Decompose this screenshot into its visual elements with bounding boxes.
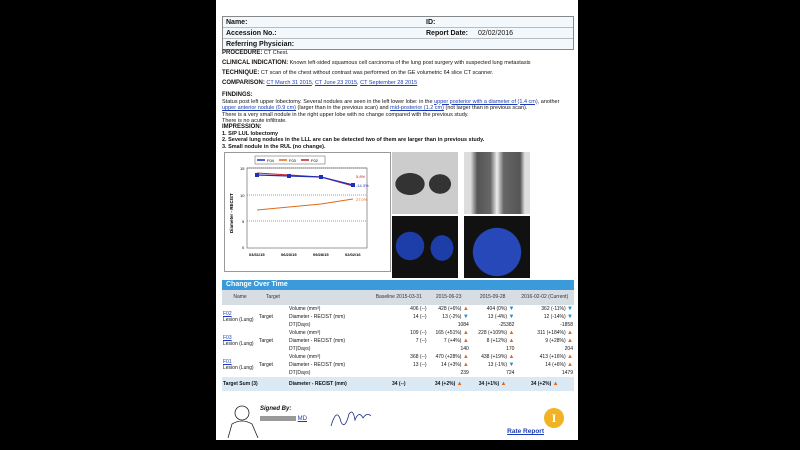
- svg-text:06/23/15: 06/23/15: [281, 252, 297, 257]
- svg-text:0: 0: [242, 245, 245, 250]
- metric-label: DT(Days): [289, 322, 311, 328]
- comparison-link-2[interactable]: CT June 23 2015: [314, 80, 358, 86]
- comparison-link-3[interactable]: CT September 28 2015: [360, 80, 418, 86]
- report-page: [216, 0, 578, 440]
- report-date: 02/02/2016: [478, 29, 514, 37]
- up-arrow-icon: ▲: [567, 362, 573, 368]
- ct-axial-image[interactable]: [392, 152, 458, 214]
- metric-value: 8 (+12%): [486, 338, 508, 344]
- svg-text:F04: F04: [267, 158, 274, 163]
- lesion-link[interactable]: F03: [223, 335, 232, 341]
- up-arrow-icon: ▲: [508, 330, 515, 336]
- technique: [222, 70, 574, 77]
- table-row: [222, 305, 574, 313]
- metric-value: 13 (-1%): [487, 362, 508, 368]
- finding-link-mid-posterior[interactable]: mid-posterior (1.2 cm): [390, 105, 444, 111]
- rate-report-link[interactable]: Rate Report: [507, 428, 544, 435]
- col-2015-09-28: 2015-09-28: [470, 290, 516, 305]
- ct-coronal-segmented-image[interactable]: [464, 216, 530, 278]
- lesion-target: Target: [259, 362, 273, 368]
- impression-item: 3. Small nodule in the RUL (no change).: [222, 143, 326, 150]
- svg-text:02/02/16: 02/02/16: [345, 252, 361, 257]
- table-row: [222, 329, 574, 337]
- metric-value: 204: [564, 346, 573, 352]
- findings-text: (larger than in the previous scan) and: [295, 105, 391, 111]
- procedure-text: CT Chest.: [263, 50, 289, 56]
- lesion-type: Lesion (Lung): [223, 341, 254, 347]
- metric-label: Volume (mm³): [289, 306, 321, 312]
- procedure-label: PROCEDURE:: [222, 50, 263, 56]
- metric-value: 368 (--): [410, 354, 427, 360]
- metric-value: 228 (+109%): [478, 330, 508, 336]
- comparison: COMPARISON: CT March 31 2015, CT June 23 2015, CT September 28 2015: [222, 80, 418, 86]
- finding-link-upper-posterior[interactable]: upper posterior with a diameter of (1.4 cm): [434, 98, 538, 105]
- findings-line-2: There is a very small nodule in the right upper lobe with no change compared with the previous study.: [222, 111, 469, 118]
- referring-label: Referring Physician:: [226, 40, 295, 48]
- report-date-label: Report Date:: [426, 29, 469, 37]
- lesion-target: Target: [259, 338, 273, 344]
- up-arrow-icon: ▲: [508, 354, 515, 360]
- diameter-chart: [224, 152, 391, 272]
- metric-value: 470 (+28%): [435, 354, 462, 360]
- down-arrow-icon: ▼: [462, 314, 469, 320]
- metric-value: 438 (+19%): [481, 354, 508, 360]
- ct-scan-images: [392, 152, 534, 278]
- lesion-type: Lesion (Lung): [223, 365, 254, 371]
- findings-line-3: There is no acute infiltrate.: [222, 118, 287, 124]
- indication-label: CLINICAL INDICATION:: [222, 60, 289, 66]
- col-name: Name: [222, 290, 258, 305]
- up-arrow-icon: ▲: [456, 381, 463, 387]
- up-arrow-icon: ▲: [508, 338, 515, 344]
- metric-label: Volume (mm³): [289, 354, 321, 360]
- ct-coronal-image[interactable]: [464, 152, 530, 214]
- metric-value: 14 (+3%): [441, 362, 462, 368]
- metric-value: 13 (-4%): [487, 314, 508, 320]
- lesion-target: Target: [259, 314, 273, 320]
- metric-label: DT(Days): [289, 370, 311, 376]
- physician-link[interactable]: MD: [297, 416, 308, 423]
- up-arrow-icon: ▲: [462, 362, 469, 368]
- down-arrow-icon: ▼: [508, 362, 515, 368]
- down-arrow-icon: ▼: [567, 314, 573, 320]
- procedure: [222, 50, 574, 57]
- col-metric: [288, 290, 370, 305]
- metric-label: Volume (mm³): [289, 330, 321, 336]
- findings-text: (not larger than in previous scan).: [443, 105, 528, 111]
- doctor-sketch-icon: [224, 404, 264, 438]
- svg-text:5.8%: 5.8%: [356, 174, 366, 179]
- finding-link-upper-anterior[interactable]: upper anterior nodule (0.9 cm): [222, 105, 296, 111]
- down-arrow-icon: ▼: [567, 306, 573, 312]
- impression: [222, 124, 574, 150]
- svg-text:F02: F02: [311, 158, 318, 163]
- up-arrow-icon: ▲: [462, 338, 469, 344]
- down-arrow-icon: ▼: [508, 314, 515, 320]
- sum-label: Target Sum (3): [222, 377, 288, 391]
- up-arrow-icon: ▲: [500, 381, 507, 387]
- metric-value: 428 (+6%): [438, 306, 462, 312]
- metric-value: 311 (+184%): [537, 330, 566, 336]
- table-title: Change Over Time: [222, 280, 574, 290]
- info-badge[interactable]: I: [544, 408, 564, 428]
- metric-value: 170: [506, 346, 515, 352]
- name-label: Name:: [226, 18, 248, 26]
- col-baseline: Baseline 2015-03-31: [370, 290, 428, 305]
- metric-label: Diameter - RECIST (mm): [289, 362, 346, 368]
- svg-text:09/28/15: 09/28/15: [313, 252, 329, 257]
- metric-value: 12 (-14%): [543, 314, 566, 320]
- metric-value: 724: [506, 370, 515, 376]
- sum-metric: Diameter - RECIST (mm): [288, 377, 370, 391]
- svg-text:5: 5: [242, 219, 245, 224]
- metric-value: 140: [460, 346, 469, 352]
- findings-text: Status post left upper lobectomy. Several nodules are seen in the left lower lobe: in the: [222, 98, 435, 105]
- metric-value: 13 (-2%): [442, 314, 462, 320]
- metric-label: DT(Days): [289, 346, 311, 352]
- metric-value: 165 (+51%): [435, 330, 462, 336]
- table-row: [222, 353, 574, 361]
- metric-value: 1479: [561, 370, 573, 376]
- svg-text:F03: F03: [289, 158, 296, 163]
- signature-area: [222, 404, 574, 440]
- sum-value: 34 (+2%): [434, 381, 456, 387]
- up-arrow-icon: ▲: [462, 306, 469, 312]
- sum-value: 34 (+1%): [478, 381, 500, 387]
- metric-value: 413 (+16%): [539, 354, 566, 360]
- metric-value: 406 (--): [410, 306, 427, 312]
- up-arrow-icon: ▲: [567, 338, 573, 344]
- metric-value: 14 (--): [412, 314, 427, 320]
- lesion-link[interactable]: F02: [223, 311, 232, 317]
- up-arrow-icon: ▲: [567, 330, 573, 336]
- svg-text:Diameter - RECIST: Diameter - RECIST: [229, 193, 234, 233]
- metric-value: 404 (0%): [486, 306, 508, 312]
- comparison-label: COMPARISON:: [222, 80, 265, 86]
- indication-text: Known left-sided squamous cell carcinoma of the lung post surgery with suspected lung metastasis: [289, 60, 531, 66]
- signed-by-label: Signed By:: [260, 406, 292, 412]
- sum-value: 34 (+2%): [530, 381, 552, 387]
- indication: [222, 60, 574, 67]
- findings-text: , another: [537, 98, 560, 105]
- lesion-link[interactable]: F01: [223, 359, 232, 365]
- technique-text: CT scan of the chest without contrast was performed on the GE volumetric 64 slice CT scanner.: [260, 70, 494, 76]
- svg-text:-14.3%: -14.3%: [356, 183, 369, 188]
- svg-text:27.0%: 27.0%: [356, 197, 368, 202]
- redacted-name: [260, 416, 296, 421]
- up-arrow-icon: ▲: [552, 381, 559, 387]
- up-arrow-icon: ▲: [567, 354, 573, 360]
- svg-text:15: 15: [240, 166, 245, 171]
- impression-item: 2. Several lung nodules in the LLL are can be detected two of them are larger than in previous study.: [222, 137, 485, 143]
- lesion-type: Lesion (Lung): [223, 317, 254, 323]
- findings: [222, 92, 574, 125]
- metric-value: 13 (--): [412, 362, 427, 368]
- metric-label: Diameter - RECIST (mm): [289, 338, 346, 344]
- col-2015-06-23: 2015-06-23: [428, 290, 470, 305]
- technique-label: TECHNIQUE:: [222, 70, 260, 76]
- ct-axial-segmented-image[interactable]: [392, 216, 458, 278]
- metric-value: -1858: [560, 322, 573, 328]
- metric-label: Diameter - RECIST (mm): [289, 314, 346, 320]
- metric-value: 239: [460, 370, 469, 376]
- metric-value: 14 (+6%): [545, 362, 566, 368]
- metric-value: 9 (+28%): [545, 338, 566, 344]
- metric-value: 362 (-11%): [541, 306, 566, 312]
- col-target: Target: [258, 290, 288, 305]
- down-arrow-icon: ▼: [508, 306, 515, 312]
- svg-text:03/31/15: 03/31/15: [249, 252, 265, 257]
- metric-value: -25382: [498, 322, 515, 328]
- svg-text:10: 10: [240, 193, 245, 198]
- target-sum-row: [222, 377, 574, 391]
- metric-value: 7 (--): [415, 338, 427, 344]
- comparison-link-1[interactable]: CT March 31 2015: [266, 80, 312, 86]
- metric-value: 7 (+4%): [443, 338, 462, 344]
- id-label: ID:: [426, 18, 436, 26]
- patient-header: [222, 16, 574, 50]
- impression-label: IMPRESSION:: [222, 124, 262, 130]
- col-current: 2016-02-02 (Current): [515, 290, 574, 305]
- up-arrow-icon: ▲: [462, 330, 469, 336]
- impression-item: 1. S/P LUL lobectomy: [222, 130, 279, 137]
- metric-value: 1084: [457, 322, 469, 328]
- change-over-time-table: [222, 280, 574, 391]
- up-arrow-icon: ▲: [462, 354, 469, 360]
- metric-value: 109 (--): [410, 330, 427, 336]
- sum-value: 34 (--): [370, 377, 428, 391]
- findings-label: FINDINGS:: [222, 92, 253, 98]
- accession-label: Accession No.:: [226, 29, 277, 37]
- signature-image: [327, 404, 377, 434]
